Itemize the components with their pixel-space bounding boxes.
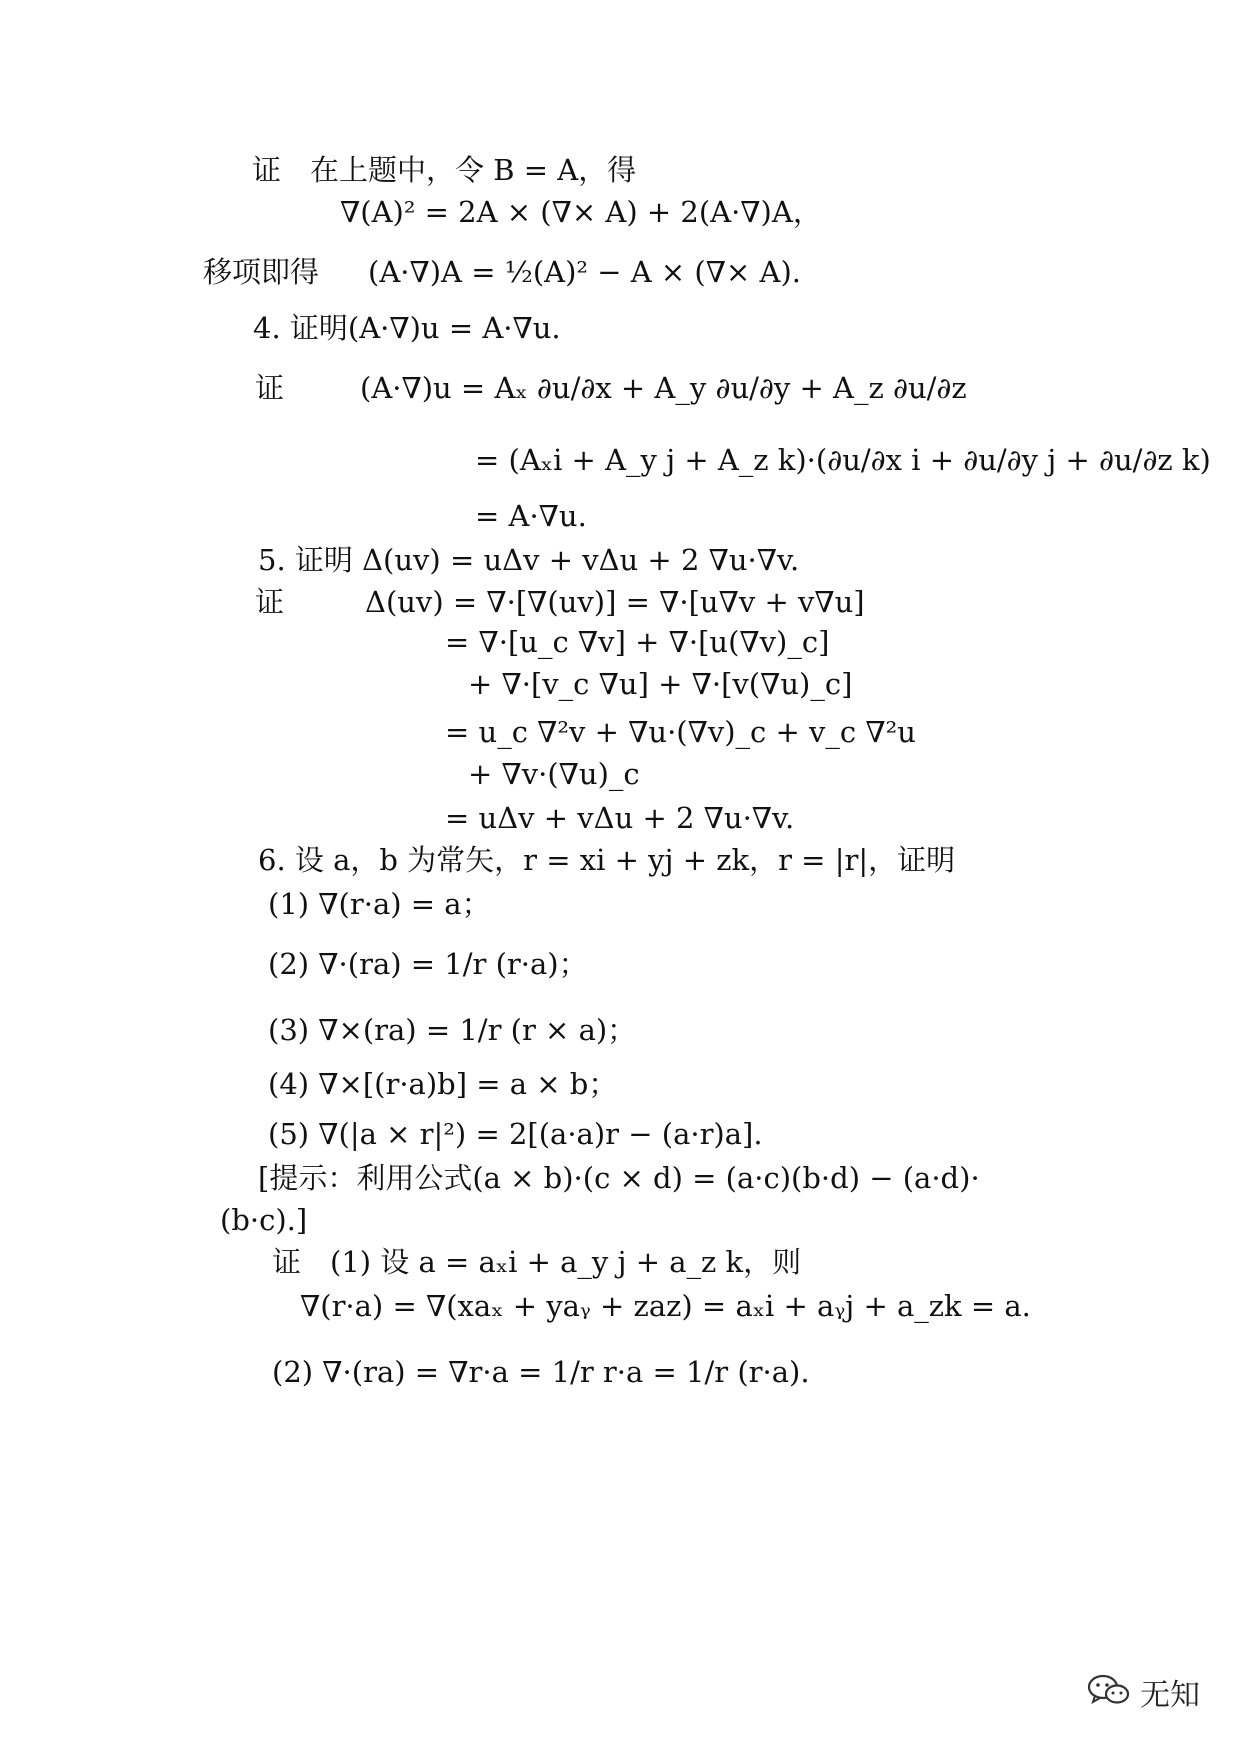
text-line: 移项即得 bbox=[203, 255, 320, 289]
watermark-name: 无知 bbox=[1140, 1678, 1200, 1713]
equation: = A·∇u. bbox=[475, 499, 587, 533]
sub-problem: (1) ∇(r·a) = a； bbox=[268, 887, 491, 921]
sub-problem: (3) ∇×(ra) = 1/r (r × a)； bbox=[268, 1013, 637, 1047]
equation: + ∇·[v_c ∇u] + ∇·[v(∇u)_c] bbox=[468, 667, 853, 701]
equation: Δ(uv) = ∇·[∇(uv)] = ∇·[u∇v + v∇u] bbox=[365, 585, 865, 619]
equation: (2) ∇·(ra) = ∇r·a = 1/r r·a = 1/r (r·a). bbox=[272, 1355, 810, 1389]
equation: (A·∇)u = Aₓ ∂u/∂x + A_y ∂u/∂y + A_z ∂u/∂z bbox=[360, 371, 967, 405]
sub-problem: (2) ∇·(ra) = 1/r (r·a)； bbox=[268, 947, 588, 981]
proof-label: 证 bbox=[255, 585, 285, 619]
equation: = uΔv + vΔu + 2 ∇u·∇v. bbox=[445, 801, 795, 835]
hint: (b·c).] bbox=[220, 1203, 308, 1237]
text-line: 证 在上题中，令 B = A，得 bbox=[252, 153, 637, 187]
equation: = ∇·[u_c ∇v] + ∇·[u(∇v)_c] bbox=[445, 625, 830, 659]
equation: ∇(A)² = 2A × (∇× A) + 2(A·∇)A， bbox=[340, 195, 822, 229]
problem-statement: 4. 证明(A·∇)u = A·∇u. bbox=[253, 311, 561, 345]
problem-statement: 6. 设 a，b 为常矢，r = xi + yj + zk，r = |r|，证明 bbox=[258, 843, 956, 877]
watermark bbox=[1086, 1670, 1200, 1714]
problem-statement: 5. 证明 Δ(uv) = uΔv + vΔu + 2 ∇u·∇v. bbox=[258, 543, 800, 577]
wechat-icon bbox=[1086, 1672, 1130, 1712]
proof-step: 证 (1) 设 a = aₓi + a_y j + a_z k，则 bbox=[272, 1245, 802, 1279]
hint: [提示：利用公式(a × b)·(c × d) = (a·c)(b·d) − (a·d)· bbox=[258, 1161, 980, 1195]
equation: (A·∇)A = ½(A)² − A × (∇× A). bbox=[368, 255, 801, 289]
equation: = (Aₓi + A_y j + A_z k)·(∂u/∂x i + ∂u/∂y j + ∂u/∂z k) bbox=[475, 443, 1211, 477]
proof-label: 证 bbox=[255, 371, 285, 405]
sub-problem: (4) ∇×[(r·a)b] = a × b； bbox=[268, 1067, 618, 1101]
equation: = u_c ∇²v + ∇u·(∇v)_c + v_c ∇²u bbox=[445, 715, 916, 749]
sub-problem: (5) ∇(|a × r|²) = 2[(a·a)r − (a·r)a]. bbox=[268, 1117, 763, 1151]
equation: + ∇v·(∇u)_c bbox=[468, 757, 640, 791]
equation: ∇(r·a) = ∇(xaₓ + yaᵧ + zaz) = aₓi + aᵧj + a_zk = a. bbox=[300, 1289, 1031, 1323]
